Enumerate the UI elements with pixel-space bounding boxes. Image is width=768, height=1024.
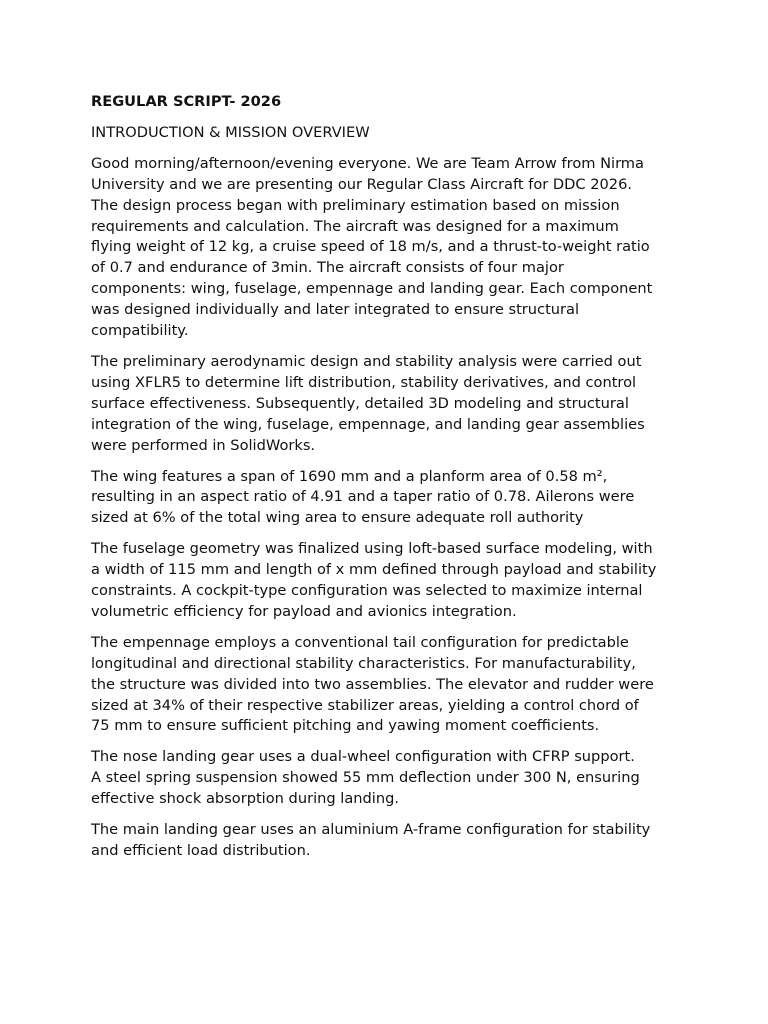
text-line: were performed in SolidWorks.: [91, 436, 316, 454]
text-line: was designed individually and later integrated to ensure structural: [91, 301, 580, 319]
paragraph-nose-landing-gear: [91, 747, 681, 810]
text-line: A steel spring suspension showed 55 mm deflection under 300 N, ensuring: [91, 769, 640, 787]
text-line: compatibility.: [91, 322, 189, 340]
text-line: 75 mm to ensure sufficient pitching and yawing moment coefficients.: [91, 717, 600, 735]
text-line: The main landing gear uses an aluminium A-frame configuration for stability: [91, 821, 651, 839]
text-line: surface effectiveness. Subsequently, detailed 3D modeling and structural: [91, 394, 629, 412]
text-line: integration of the wing, fuselage, empennage, and landing gear assemblies: [91, 415, 645, 433]
text-line: a width of 115 mm and length of x mm defined through payload and stability: [91, 561, 657, 579]
text-line: requirements and calculation. The aircraft was designed for a maximum: [91, 217, 619, 235]
paragraph-introduction: [91, 154, 681, 342]
text-line: using XFLR5 to determine lift distribution, stability derivatives, and control: [91, 373, 637, 391]
text-line: The fuselage geometry was finalized using loft-based surface modeling, with: [91, 540, 653, 558]
text-line: University and we are presenting our Regular Class Aircraft for DDC 2026.: [91, 175, 633, 193]
text-line: The empennage employs a conventional tail configuration for predictable: [91, 633, 629, 651]
text-line: sized at 34% of their respective stabilizer areas, yielding a control chord of: [91, 696, 639, 714]
text-line: effective shock absorption during landing.: [91, 790, 399, 808]
paragraph-aerodynamic-design: [91, 352, 681, 457]
paragraph-fuselage: [91, 539, 681, 623]
text-line: The design process began with preliminary estimation based on mission: [91, 196, 620, 214]
paragraph-main-landing-gear: [91, 820, 681, 862]
document-page: [91, 92, 681, 872]
text-line: the structure was divided into two assemblies. The elevator and rudder were: [91, 675, 654, 693]
text-line: components: wing, fuselage, empennage and landing gear. Each component: [91, 280, 653, 298]
paragraph-wing: [91, 467, 681, 530]
text-line: flying weight of 12 kg, a cruise speed of 18 m/s, and a thrust-to-weight ratio: [91, 238, 650, 256]
text-line: constraints. A cockpit-type configuration was selected to maximize internal: [91, 582, 643, 600]
section-heading: INTRODUCTION & MISSION OVERVIEW: [91, 123, 370, 141]
text-line: longitudinal and directional stability characteristics. For manufacturability,: [91, 654, 636, 672]
text-line: and efficient load distribution.: [91, 842, 311, 859]
document-title: REGULAR SCRIPT- 2026: [91, 93, 282, 110]
paragraph-empennage: [91, 633, 681, 738]
text-line: Good morning/afternoon/evening everyone. We are Team Arrow from Nirma: [91, 154, 644, 172]
text-line: The wing features a span of 1690 mm and a planform area of 0.58 m²,: [91, 467, 608, 485]
text-line: sized at 6% of the total wing area to ensure adequate roll authority: [91, 509, 584, 527]
text-line: resulting in an aspect ratio of 4.91 and a taper ratio of 0.78. Ailerons were: [91, 488, 635, 506]
text-line: volumetric efficiency for payload and avionics integration.: [91, 602, 517, 620]
text-line: The preliminary aerodynamic design and stability analysis were carried out: [91, 352, 642, 370]
text-line: The nose landing gear uses a dual-wheel configuration with CFRP support.: [91, 748, 635, 766]
text-line: of 0.7 and endurance of 3min. The aircraft consists of four major: [91, 259, 564, 277]
